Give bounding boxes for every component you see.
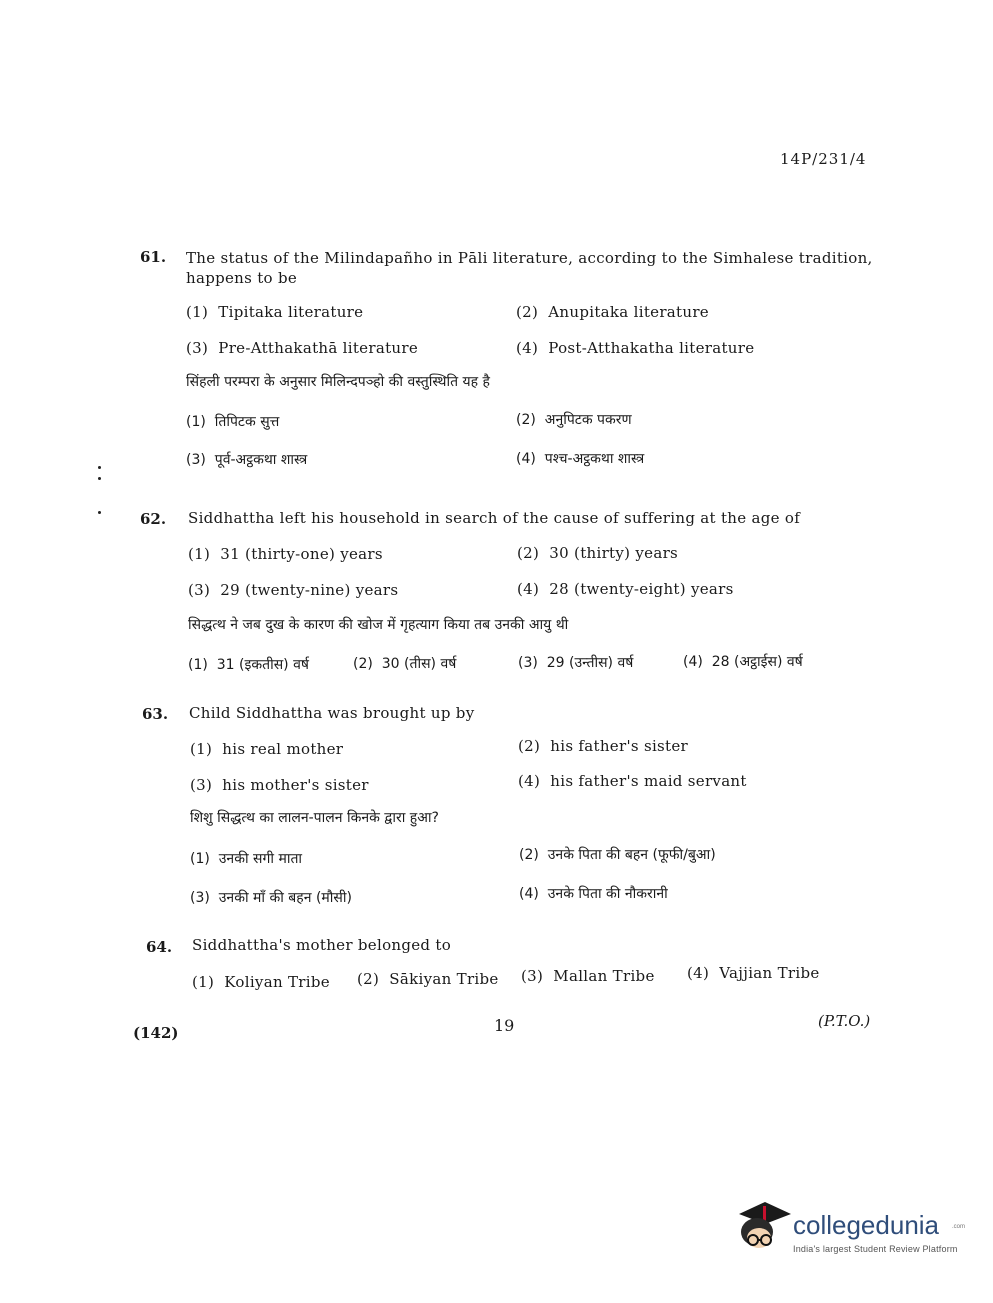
hindi-option-3: (3) पूर्व-अट्ठकथा शास्त्र (186, 452, 308, 468)
option-2: (2) Sākiyan Tribe (357, 970, 499, 988)
margin-dot (98, 477, 101, 480)
margin-dot (98, 466, 101, 469)
option-4: (4) Post-Atthakatha literature (516, 339, 755, 357)
page-number: 19 (494, 1016, 515, 1035)
question-number: 64. (146, 938, 173, 956)
option-2: (2) Anupitaka literature (516, 303, 709, 321)
option-1: (1) 31 (thirty-one) years (188, 545, 383, 563)
option-1: (1) Koliyan Tribe (192, 973, 330, 991)
hindi-question-text: सिद्धत्थ ने जब दुख के कारण की खोज में गृहत्याग किया तब उनकी आयु थी (188, 617, 569, 633)
hindi-option-2: (2) उनके पिता की बहन (फूफी/बुआ) (519, 847, 716, 863)
logo-domain-suffix: .com (952, 1224, 966, 1230)
question-text-continued: happens to be (186, 269, 298, 287)
option-2: (2) his father's sister (518, 737, 689, 755)
question-text: Siddhattha left his household in search of the cause of suffering at the age of (188, 509, 801, 527)
hindi-option-4: (4) पश्च-अट्ठकथा शास्त्र (516, 451, 645, 467)
hindi-option-2: (2) 30 (तीस) वर्ष (353, 656, 457, 672)
logo-wordmark: collegedunia (793, 1210, 940, 1240)
option-1: (1) Tipitaka literature (186, 303, 364, 321)
hindi-option-3: (3) 29 (उन्तीस) वर्ष (518, 655, 634, 671)
booklet-code: (142) (133, 1024, 179, 1042)
question-number: 63. (142, 705, 169, 723)
hindi-question-text: सिंहली परम्परा के अनुसार मिलिन्दपञ्हो की वस्तुस्थिति यह है (186, 374, 490, 390)
option-3: (3) 29 (twenty-nine) years (188, 581, 399, 599)
question-text: Siddhattha's mother belonged to (192, 936, 452, 954)
hindi-option-3: (3) उनकी माँ की बहन (मौसी) (190, 890, 352, 906)
option-3: (3) Pre-Atthakathā literature (186, 339, 419, 357)
hindi-option-4: (4) उनके पिता की नौकरानी (519, 886, 668, 902)
option-3: (3) Mallan Tribe (521, 967, 655, 985)
option-2: (2) 30 (thirty) years (517, 544, 679, 562)
hindi-option-4: (4) 28 (अट्ठाईस) वर्ष (683, 654, 803, 670)
mascot-icon (735, 1196, 791, 1256)
question-text: Child Siddhattha was brought up by (189, 704, 475, 722)
question-text: The status of the Milindapañho in Pāli literature, according to the Simhalese tradition, (186, 249, 873, 267)
hindi-option-2: (2) अनुपिटक पकरण (516, 412, 632, 428)
hindi-option-1: (1) उनकी सगी माता (190, 851, 303, 867)
question-number: 61. (140, 248, 167, 266)
option-4: (4) 28 (twenty-eight) years (517, 580, 734, 598)
paper-code: 14P/231/4 (780, 150, 867, 168)
hindi-question-text: शिशु सिद्धत्थ का लालन-पालन किनके द्वारा हुआ? (190, 810, 439, 826)
option-4: (4) Vajjian Tribe (687, 964, 820, 982)
question-number: 62. (140, 510, 167, 528)
logo-tagline: India's largest Student Review Platform (793, 1244, 958, 1254)
option-1: (1) his real mother (190, 740, 344, 758)
margin-dot (98, 511, 101, 514)
hindi-option-1: (1) 31 (इकतीस) वर्ष (188, 657, 309, 673)
hindi-option-1: (1) तिपिटक सुत्त (186, 414, 280, 430)
please-turn-over: (P.T.O.) (818, 1012, 871, 1030)
option-4: (4) his father's maid servant (518, 772, 747, 790)
option-3: (3) his mother's sister (190, 776, 369, 794)
